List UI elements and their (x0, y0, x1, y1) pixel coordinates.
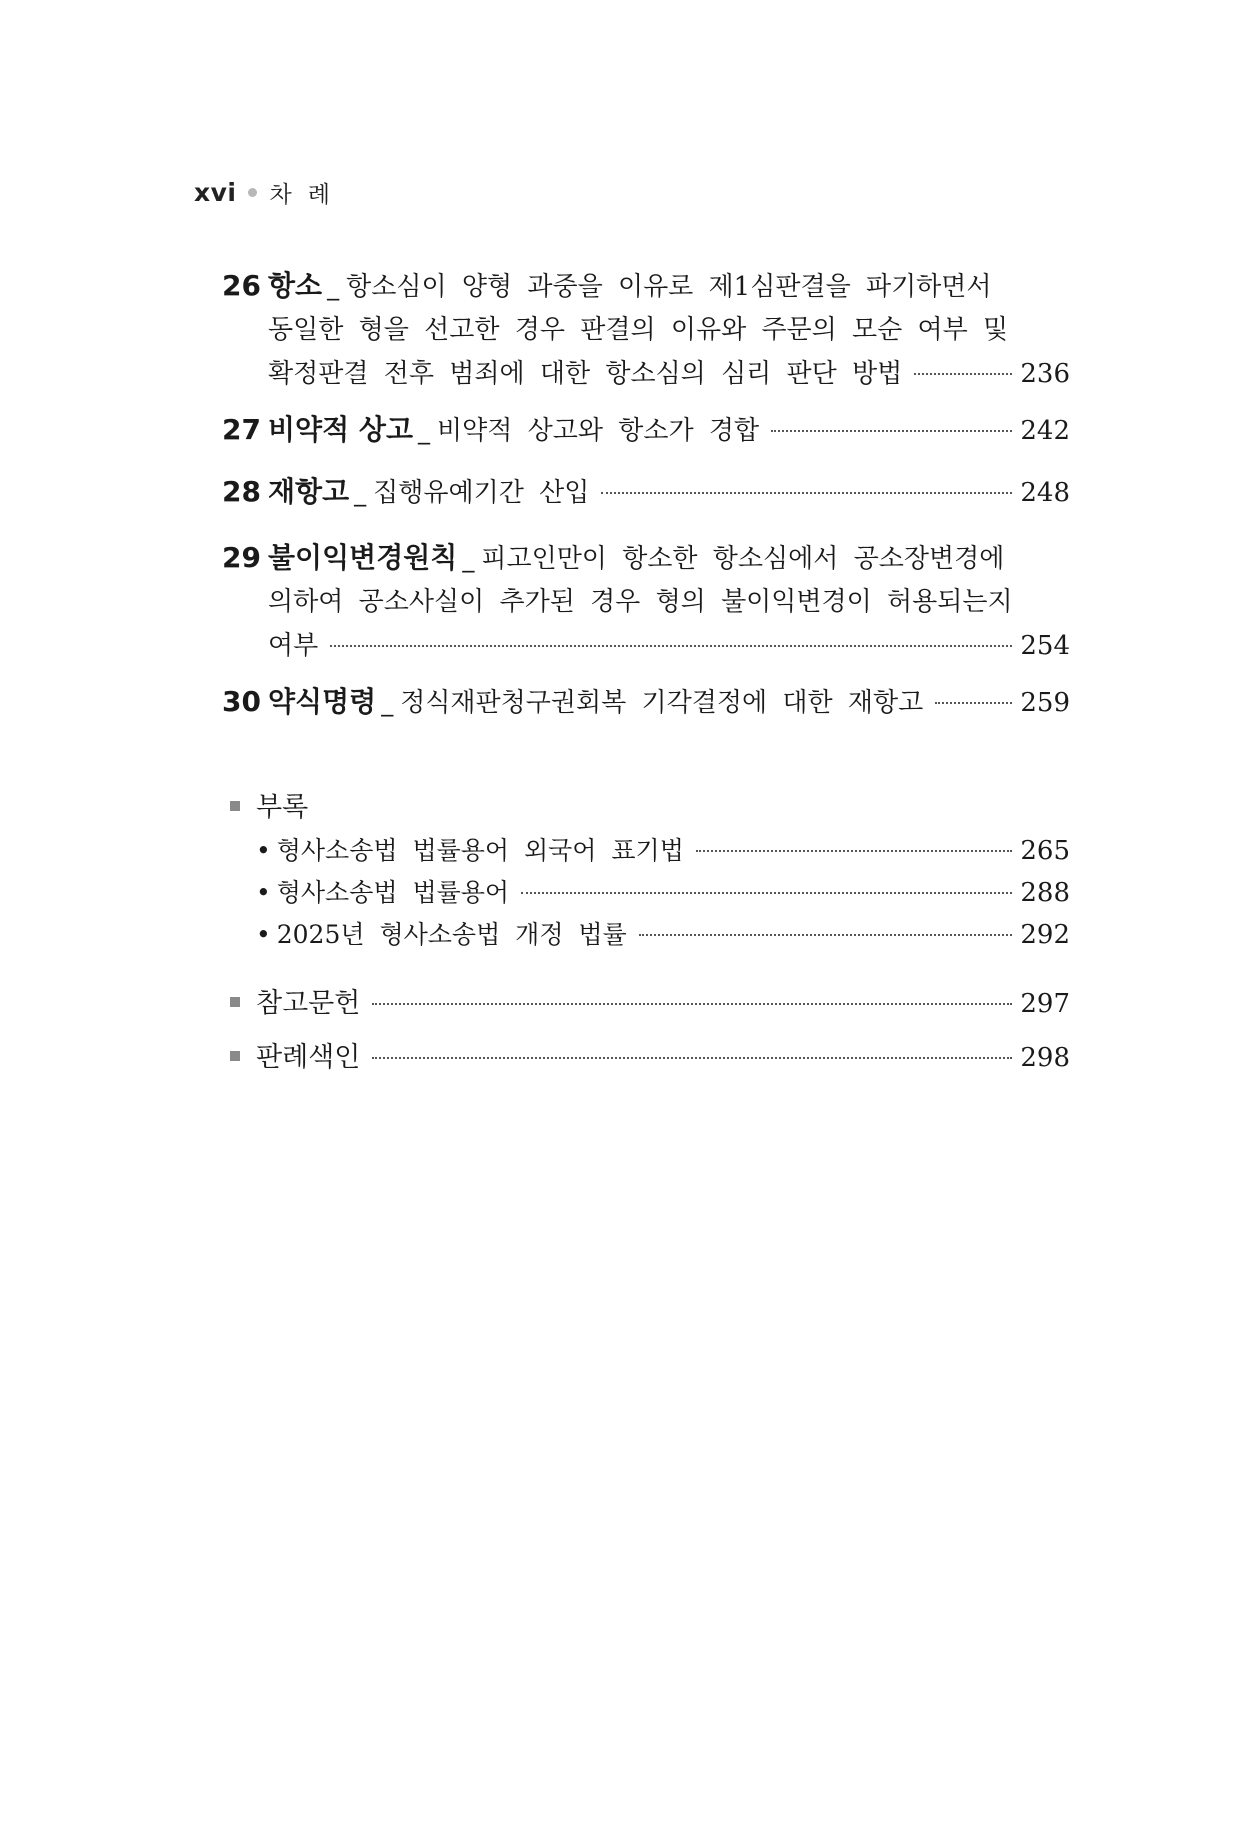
page-number: 297 (1020, 989, 1070, 1019)
bullet-icon: • (256, 920, 271, 949)
entry-title: 재항고 (268, 475, 350, 508)
entry-title: 약식명령 (268, 685, 377, 718)
entry-separator: _ (327, 273, 340, 301)
page-number: 254 (1020, 631, 1070, 661)
entry-title: 불이익변경원칙 (268, 541, 458, 574)
entry-subtitle: 의하여 공소사실이 추가된 경우 형의 불이익변경이 허용되는지 (268, 587, 1013, 617)
appendix-item[interactable] (230, 830, 1070, 872)
page-number: 248 (1020, 478, 1070, 508)
page-number: 288 (1020, 878, 1070, 908)
toc-entry-line (222, 308, 1070, 352)
square-bullet-icon (230, 997, 240, 1007)
toc-entry-line (222, 680, 1070, 724)
toc-entry-line (222, 536, 1070, 580)
entry-number: 30 (222, 685, 261, 718)
appendix-item-label: 2025년 형사소송법 개정 법률 (276, 920, 627, 949)
dot-leader (914, 373, 1012, 375)
entry-separator: _ (381, 689, 394, 717)
entry-subtitle: 항소심이 양형 과중을 이유로 제1심판결을 파기하면서 (346, 272, 992, 302)
references-label: 참고문헌 (256, 988, 361, 1019)
toc-entry-line (222, 352, 1070, 396)
case-index-entry (230, 1036, 1070, 1080)
square-bullet-icon (230, 1051, 240, 1061)
appendix-item[interactable] (230, 872, 1070, 914)
page-number: 259 (1020, 688, 1070, 718)
appendix-section (230, 786, 1070, 956)
entry-subtitle: 동일한 형을 선고한 경우 판결의 이유와 주문의 모순 여부 및 (268, 315, 1009, 345)
entry-separator: _ (418, 417, 430, 445)
toc-entry-30[interactable] (222, 680, 1070, 724)
back-matter-references[interactable] (230, 982, 1070, 1026)
entry-separator: _ (462, 545, 475, 573)
section-title: 차례 (269, 182, 346, 208)
entry-subtitle: 집행유예기간 산입 (373, 478, 590, 508)
page-number: 292 (1020, 920, 1070, 950)
page-number: 298 (1020, 1043, 1070, 1073)
toc-entry-line (222, 470, 1070, 514)
page-number: 236 (1020, 359, 1070, 389)
page-folio: xvi (194, 178, 237, 207)
toc-entry-line (222, 624, 1070, 668)
toc-entry-line (222, 408, 1070, 452)
toc-entry-line (222, 264, 1070, 308)
back-matter-case-index[interactable] (230, 1036, 1070, 1080)
bullet-icon: • (256, 836, 271, 865)
appendix-heading[interactable] (230, 786, 1070, 830)
running-head (194, 176, 346, 209)
page-number: 265 (1020, 836, 1070, 866)
entry-title: 비약적 상고 (268, 413, 413, 446)
entry-title: 항소 (268, 269, 323, 302)
dot-leader (601, 492, 1012, 494)
entry-number: 27 (222, 413, 261, 446)
entry-subtitle: 피고인만이 항소한 항소심에서 공소장변경에 (481, 544, 1005, 574)
entry-number: 26 (222, 269, 261, 302)
entry-subtitle: 확정판결 전후 범죄에 대한 항소심의 심리 판단 방법 (268, 359, 903, 389)
entry-subtitle: 여부 (268, 631, 319, 661)
bullet-dot-icon (248, 188, 257, 197)
page-number: 242 (1020, 416, 1070, 446)
entry-subtitle: 정식재판청구권회복 기각결정에 대한 재항고 (400, 688, 924, 718)
appendix-item-label: 형사소송법 법률용어 외국어 표기법 (276, 836, 684, 865)
entry-subtitle: 비약적 상고와 항소가 경합 (437, 416, 760, 446)
toc-entry-29[interactable] (222, 536, 1070, 668)
toc-entry-26[interactable] (222, 264, 1070, 396)
dot-leader (521, 892, 1012, 894)
dot-leader (372, 1057, 1012, 1059)
dot-leader (696, 850, 1013, 852)
bullet-icon: • (256, 878, 271, 907)
dot-leader (935, 702, 1012, 704)
appendix-item-label: 형사소송법 법률용어 (276, 878, 510, 907)
dot-leader (330, 645, 1012, 647)
square-bullet-icon (230, 801, 240, 811)
entry-number: 29 (222, 541, 261, 574)
dot-leader (372, 1003, 1012, 1005)
references-entry (230, 982, 1070, 1026)
case-index-label: 판례색인 (256, 1042, 361, 1073)
appendix-heading-label: 부록 (256, 792, 309, 823)
dot-leader (771, 430, 1012, 432)
appendix-item[interactable] (230, 914, 1070, 956)
toc-entry-line (222, 580, 1070, 624)
toc-entry-28[interactable] (222, 470, 1070, 514)
dot-leader (639, 934, 1013, 936)
entry-separator: _ (354, 479, 367, 507)
entry-number: 28 (222, 475, 261, 508)
toc-entry-27[interactable] (222, 408, 1070, 452)
